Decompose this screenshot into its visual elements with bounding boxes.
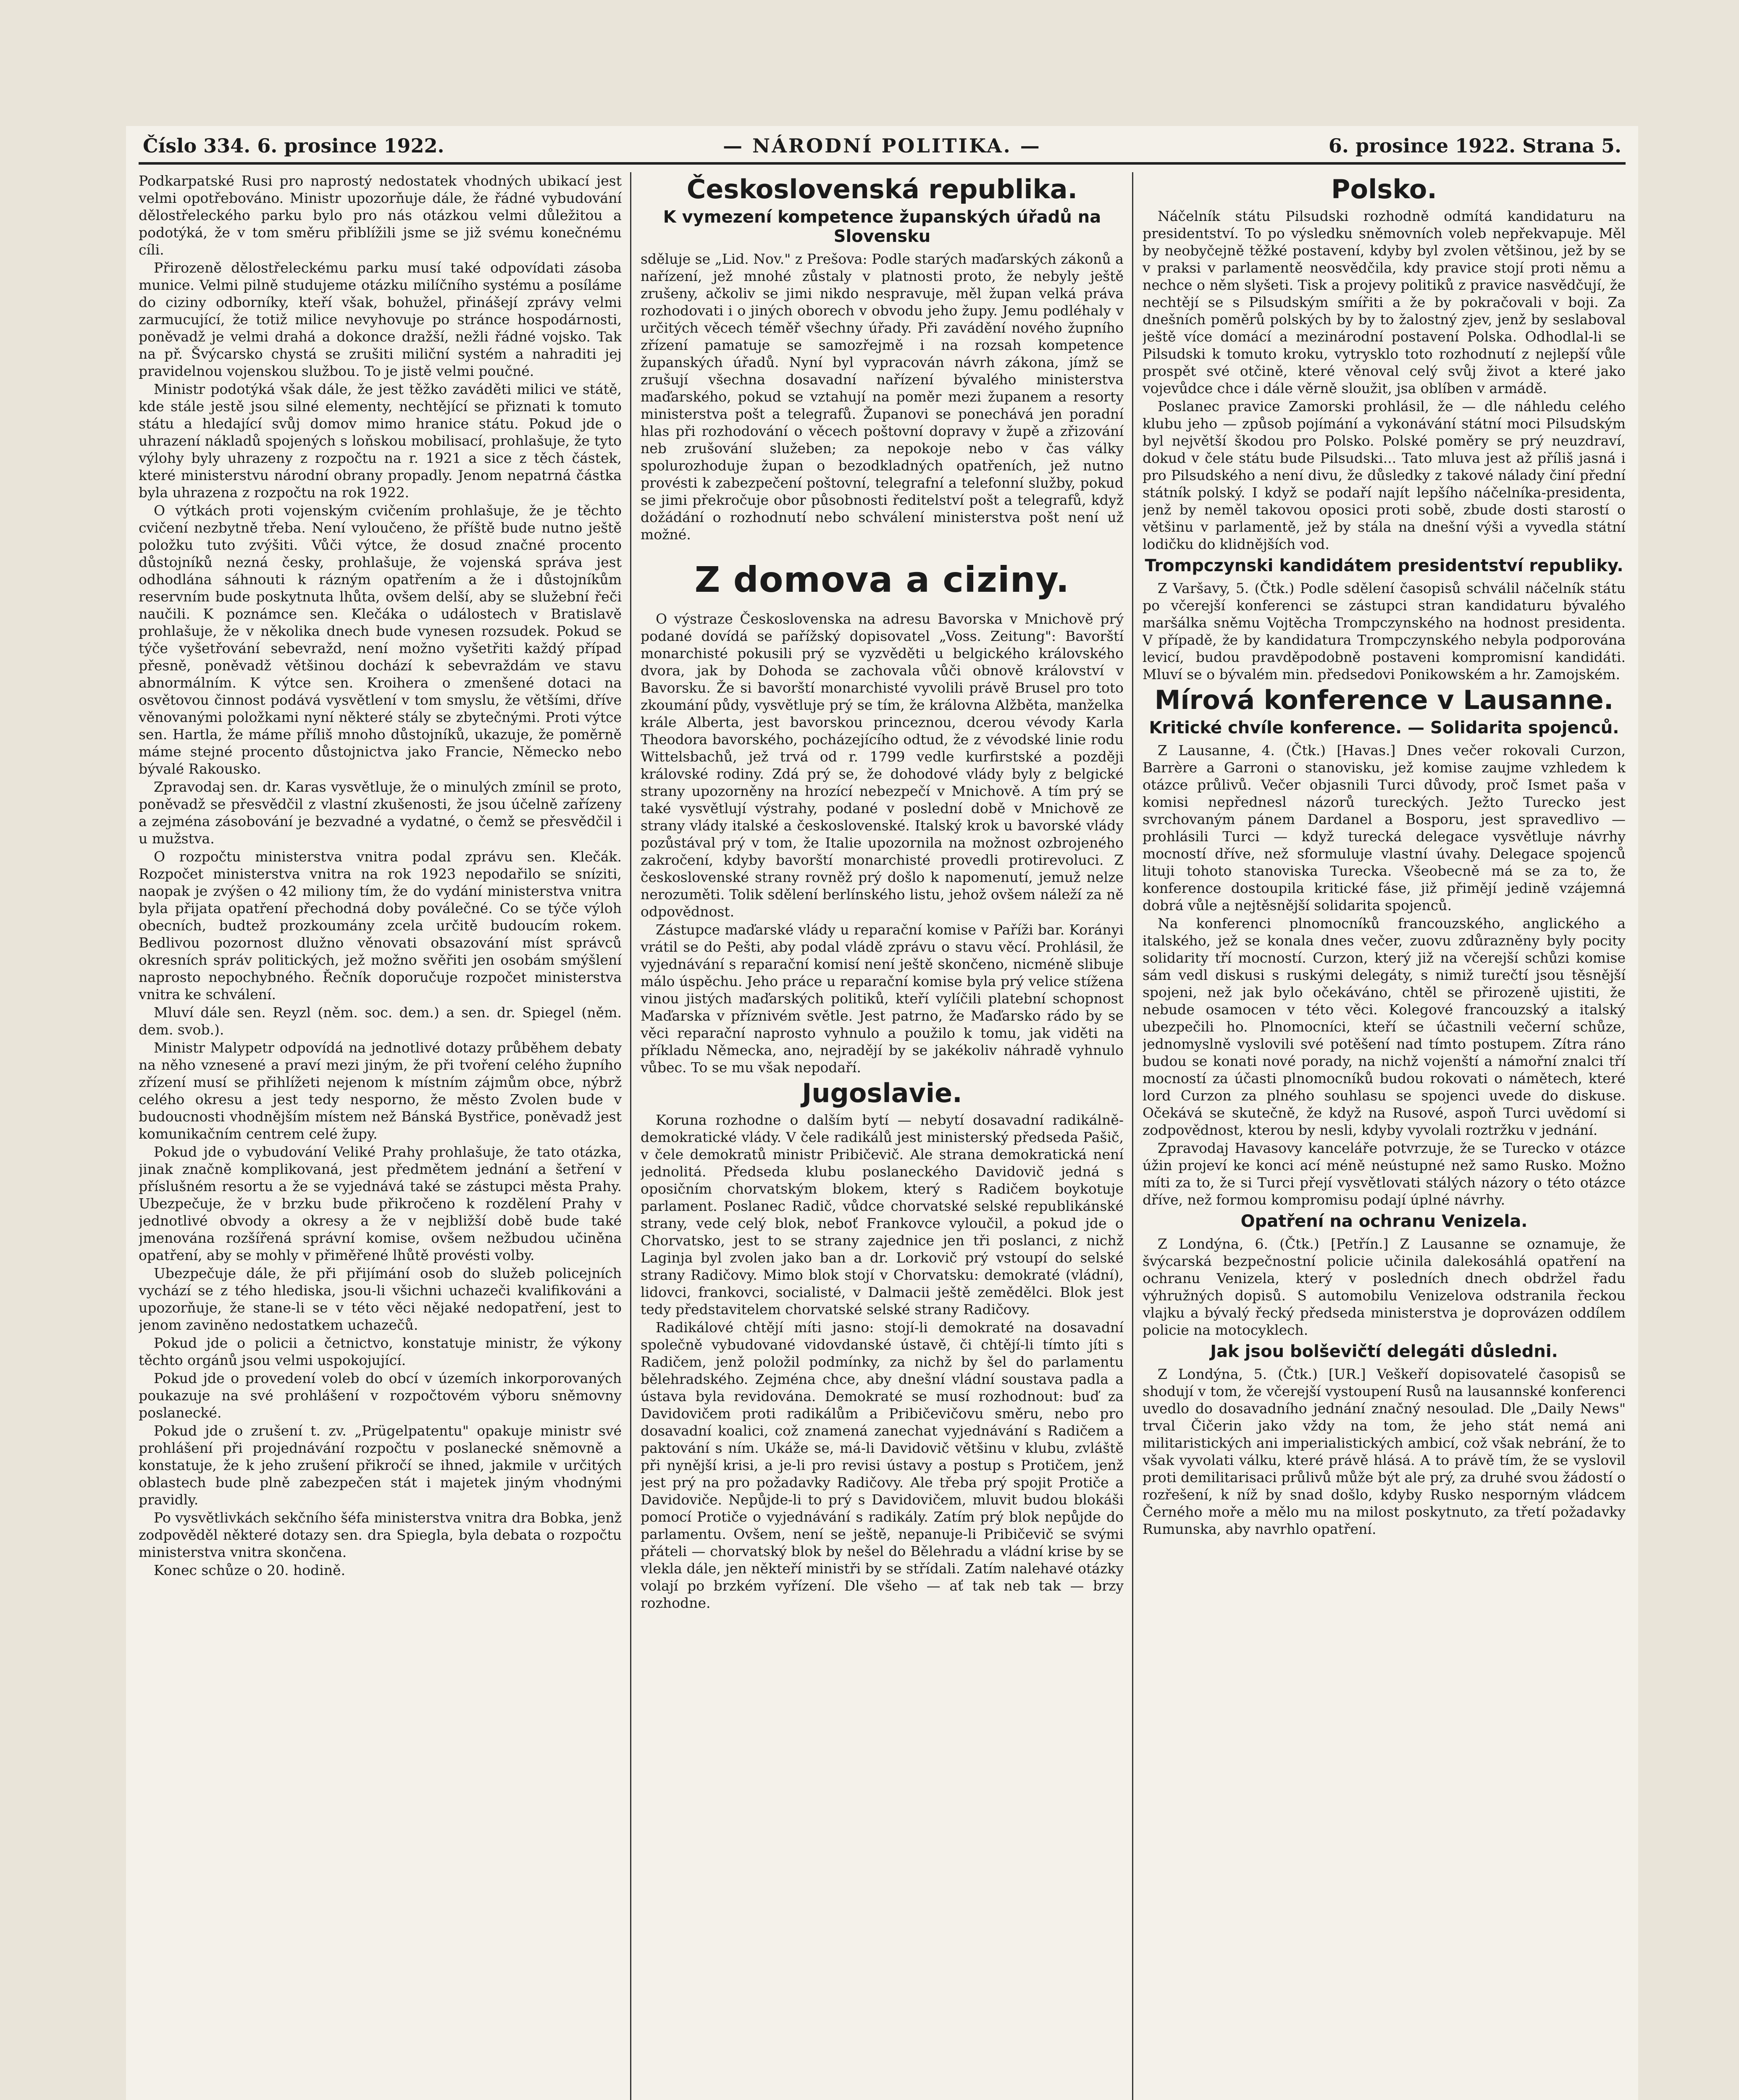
column-divider-1	[630, 172, 631, 2100]
section-title-czechoslovak-republic: Československá republika.	[686, 174, 1078, 205]
section-title-home-and-abroad: Z domova a ciziny.	[694, 559, 1070, 600]
paragraph: Z Londýna, 5. (Čtk.) [UR.] Veškeří dopisovatelé časopisů se shodují v tom, že včerejší vystoupení Rusů na lausannské konferenci uvedlo do dosavadního jednání značný nesoulad. Dle „Daily News" trval Čičerin jako vždy na tom, že jeho stát nemá ani militaristických ani imperialistických ambicí, což však nebrání, že to však vyvolati válku, které právě hlásá. A to právě tím, že se vyslovil proti demilitarisaci průlivů může být ale prý, za druhé svou žádostí o rozřešení, k níž by snad došlo, kdyby Rusko nesporným vládcem Černého moře a mělo mu na milost poskytnuto, za třetí požadavky Rumunska, aby navrhlo opatření.	[1143, 1366, 1626, 1537]
paragraph: Přirozeně dělostřeleckému parku musí také odpovídati zásoba munice. Velmi pilně studujeme otázku milíčního systému a posíláme do ciziny odborníky, kteří však, bohužel, přinášejí zprávy velmi zarmucující, že totiž milice nevyhovuje po stránce hospodárnosti, poněvadž je velmi drahá a dokonce dražší, nežli řádné vojsko. Tak na př. Švýcarsko chystá se zrušiti miliční systém a nahraditi jej pravidelnou vojenskou službou. To je jistě velmi poučné.	[139, 260, 622, 379]
column-1	[139, 172, 622, 2100]
header-rule	[139, 162, 1626, 165]
paragraph: sděluje se „Lid. Nov." z Prešova: Podle starých maďarských zákonů a nařízení, jež mnohé zůstaly v platnosti proto, že nebyly ještě zrušeny, ačkoliv se jimi nikdo nespravuje, měl župan velká práva rozhodovati i o jiných oborech v obvodu jeho župy. Jemu podléhaly v určitých věcech téměř všechny úřady. Při zavádění nového župního zřízení pamatuje se samozřejmě i na rozsah kompetence županských úřadů. Nyní byl vypracován návrh zákona, jímž se zrušují všechna dosavadní nařízení bývalého ministerstva maďarského, pokud se vztahují na poměr mezi županem a resorty ministerstva pošt a telegrafů. Županovi se ponechává jen poradní hlas při rozhodování o věcech poštovní dopravy v župě a zřizování neb zrušování služeben; za nepokoje nebo v čas války spolurozhoduje župan o bezodkladných opatřeních, jež nutno provésti k zabezpečení poštovní, telegrafní a telefonní služby, pokud se jimi překročuje obor působnosti ředitelství pošt a telegrafů, když dožádání o rozhodnutí nebo schválení ministerstva pošt není už možné.	[641, 251, 1124, 543]
newspaper-page	[126, 126, 1638, 2100]
paragraph: Z Varšavy, 5. (Čtk.) Podle sdělení časopisů schválil náčelník státu po včerejší konferenci se zástupci stran kandidaturu bývalého maršálka sněmu Vojtěcha Trompczynského na hodnost presidenta. V případě, že by kandidatura Trompczynského nebyla podporována levicí, budou pravděpodobně postaveni kompromisní kandidáti. Mluví se o bývalém min. předsedovi Ponikowském a hr. Zamojském.	[1143, 580, 1626, 682]
paragraph: Ministr podotýká však dále, že jest těžko zaváděti milici ve státě, kde stále jestě jsou silné elementy, nechtějící se přiznati k tomuto státu a hledající svůj domov mimo hranice státu. Pokud jde o uhrazení nákladů spojených s loňskou mobilisací, prohlašuje, že tyto výlohy byly uhrazeny z rozpočtu na r. 1921 a sice z těch částek, které ministerstvu národní obrany propadly. Jenom nepatrná částka byla uhrazena z rozpočtu na rok 1922.	[139, 381, 622, 501]
paragraph: Náčelník státu Pilsudski rozhodně odmítá kandidaturu na presidentství. To po výsledku sněmovních voleb nepřekvapuje. Měl by neobyčejně těžké postavení, kdyby byl zvolen většinou, jež by se v praksi v parlamentě neosvědčila, kdy pravice stojí proti němu a nechce o něm slyšeti. Tisk a projevy politiků z pravice nasvědčují, že nechtějí se s Pilsudským smířiti a že by pokračovali v boji. Za dnešních poměrů polských by by to žalostný zjev, jenž by seslaboval ještě více domácí a mezinárodní postavení Polska. Odhodlal-li se Pilsudski k tomuto kroku, vytrysklo toto rozhodnutí z nejlepší vůle prospět své otčině, které věnoval celý svůj život a které jako vojevůdce chce i dále věrně sloužit, jsa oblíben v armádě.	[1143, 208, 1626, 396]
paragraph: Pokud jde o zrušení t. zv. „Prügelpatentu" opakuje ministr své prohlášení při projednávání rozpočtu v poslanecké sněmovně a konstatuje, že k jeho zrušení přikročí se ihned, jakmile v určitých oblastech bude plně zabezpečen stát i majetek jiným vhodnými pravidly.	[139, 1423, 622, 1508]
paragraph: Zástupce maďarské vlády u reparační komise v Paříži bar. Korányi vrátil se do Pešti, aby podal vládě zprávu o stavu věcí. Prohlásil, že vyjednávání s reparační komisí není ještě skončeno, nicméně slibuje málo úspěchu. Jeho práce u reparační komise byla prý velice stížena vinou jistých maďarských politiků, kteří vylíčili platební schopnost Maďarska v příznivém světle. Jest patrno, že Maďarsko rádo by se věci reparační naprosto vyhnulo a použilo k tomu, jak viděti na příkladu Německa, ano, nejradějí by se jakékoliv náhradě vyhnulo vůbec. To se mu však nepodaří.	[641, 921, 1124, 1076]
paragraph: Zpravodaj Havasovy kanceláře potvrzuje, že se Turecko v otázce úžin projeví ke konci ací méně neústupné než samo Rusko. Možno míti za to, že si Turci přejí vysvětlovati stálých názory o této otázce dříve, než formou kompromisu podají úplné návrhy.	[1143, 1140, 1626, 1208]
column-3	[1143, 172, 1626, 2100]
page-number: 6. prosince 1922. Strana 5.	[1328, 134, 1621, 157]
section-title-poland: Polsko.	[1331, 174, 1437, 205]
column-divider-2	[1132, 172, 1133, 2100]
section-title-yugoslavia: Jugoslavie.	[802, 1078, 962, 1108]
paragraph: Zpravodaj sen. dr. Karas vysvětluje, že o minulých zmínil se proto, poněvadž se přesvědčil z vlastní zkušenosti, že jsou účelně zařízeny a zejména zásobování je bezvadné a vydatné, o čemž se přesvědčil i u mužstva.	[139, 779, 622, 847]
masthead	[143, 134, 1621, 164]
article-headline: K vymezení kompetence županských úřadů na Slovensku	[663, 207, 1101, 246]
paragraph: Pokud jde o vybudování Veliké Prahy prohlašuje, že tato otázka, jinak značně komplikovaná, jest předmětem jednání a šetření v příslušném resortu a že se vyjednává také se zástupci města Prahy. Ubezpečuje, že v brzku bude přikročeno k rozdělení Prahy v jednotlivé obvody a okresy a že v nejbližší době bude také jmenována rozšířená správní komise, ovšem nežbudou učiněna opatření, aby se mohly v přiměřené lhůtě provésti volby.	[139, 1144, 622, 1263]
article-headline: Opatření na ochranu Venizela.	[1240, 1212, 1528, 1231]
paragraph: Na konferenci plnomocníků francouzského, anglického a italského, jež se konala dnes večer, zuovu zdůrazněny byly pocity solidarity tří mocností. Curzon, který již na včerejší schůzi komise sám vedl diskusi s ruskými delegáty, s nimiž turečtí jsou těsnější spojeni, než jak bylo očekáváno, chtěl se přirozeně ujistiti, že nebude osamocen v této věci. Kolegové francouzský a italský ubezpečili ho. Plnomocníci, kteří se účastnili večerní schůze, jednomyslně vyslovili své potěšení nad tímto postupem. Zítra ráno budou se konati nové porady, na nichž vojenští a námořní znalci tří mocností za účasti plnomocníků budou rokovati o námětech, které lord Curzon za plného souhlasu se spojenci uvede do diskuse. Očekává se skutečně, že když na Rusové, aspoň Turci uvědomí si zodpovědnost, kterou by nesli, kdyby vyvolali roztržku v jednání.	[1143, 915, 1626, 1138]
paragraph: O výtkách proti vojenským cvičením prohlašuje, že je těchto cvičení nezbytně třeba. Není vyloučeno, že příště bude nutno ještě položku tuto zvýšiti. Vůči výtce, že dosud značné procento důstojníků nezná česky, prohlašuje, že vojenská správa jest odhodlána sáhnouti k rázným opatřením a že i důstojníkům reservním bude poskytnuta lhůta, ovšem delší, aby se služební řeči naučili. K poznámce sen. Klečáka o událostech v Bratislavě prohlašuje, že v několika dnech bude vynesen rozsudek. Pokud se týče vyšetřování sebevražd, není možno vyšetřiti každý případ přesně, poněvadž většinou dochází k sebevraždám ve stavu abnormálním. K výtce sen. Kroihera o zmenšené dotaci na osvětovou činnost podává vysvětlení v tom smyslu, že většími, dříve věnovanými položkami nyní některé stály se zbytečnými. Proti výtce sen. Hartla, že máme příliš mnoho důstojníků, ukazuje, že poměrně máme stejné procento důstojnictva jako Francie, Německo nebo bývalé Rakousko.	[139, 502, 622, 777]
section-title-lausanne-conference: Mírová konference v Lausanne.	[1154, 685, 1614, 715]
article-headline: Trompczynski kandidátem presidentství republiky.	[1145, 556, 1623, 575]
paragraph: Koruna rozhodne o dalším bytí — nebytí dosavadní radikálně-demokratické vlády. V čele radikálů jest ministerský předseda Pašič, v čele demokratů ministr Pribičevič. Ale strana demokratická není jednolitá. Předseda klubu poslaneckého Davidovič jedná s oposičním chorvatským blokem, který s Radičem boykotuje parlament. Poslanec Radič, vůdce chorvatské selské republikánské strany, vede celý blok, neboť Frankovce vyloučil, a pokud jde o Chorvatsko, jest to se strany zajednice jen tři poslanci, z nichž Laginja byl zvolen jako ban a dr. Lorkovič prý vstoupí do selské strany Radičovy. Mimo blok stojí v Chorvatsku: demokraté (vládní), lidovci, frankovci, socialisté, v Dalmacii ještě zemědělci. Blok jest tedy představitelem chorvatské selské strany Radičovy.	[641, 1112, 1124, 1318]
paragraph: Mluví dále sen. Reyzl (něm. soc. dem.) a sen. dr. Spiegel (něm. dem. svob.).	[139, 1004, 622, 1038]
column-2	[641, 172, 1124, 2100]
paragraph: Radikálové chtějí míti jasno: stojí-li demokraté na dosavadní společně vybudované vidovdanské ústavě, či chtějí-li tímto jíti s Radičem, jenž položil podmínky, za nichž by šel do parlamentu bělehradského. Zejména chce, aby dnešní vládní soustava padla a ústava byla revidována. Demokraté se musí rozhodnout: buď za Davidovičem proti radikálům a Pribičevičovu směru, nebo pro dosavadní koalici, což znamená zanechat vyjednávání s Radičem a paktování s ním. Ukáže se, má-li Davidovič většinu v klubu, zvláště při nynější krisi, a je-li pro revisi ústavy a postup s Protičem, jenž jest prý na pro požadavky Radičovy. Ale třeba prý spojit Protiče a Davidoviče. Nepůjde-li to prý s Davidovičem, mluvit budou blokáši pomocí Protiče o vyjednávání s radikály. Zatím prý blok nepůjde do parlamentu. Ovšem, není se ještě, nepanuje-li Pribičevič se svými přáteli — chorvatský blok by nešel do Bělehradu a vládní krise by se vlekla dále, jen někteří ministři by se střídali. Zatím nalehavé otázky volají po brzkém vyřízení. Dle všeho — ať tak neb tak — brzy rozhodne.	[641, 1319, 1124, 1611]
paragraph: O rozpočtu ministerstva vnitra podal zprávu sen. Klečák. Rozpočet ministerstva vnitra na rok 1923 nepodařilo se sníziti, naopak je zvýšen o 42 miliony tím, že do vydání ministerstva vnitra byla přijata opatření přechodná doby poválečné. Co se týče výloh obecních, budtež prozkoumány zcela určitě budoucím rokem. Bedlivou pozornost dlužno věnovati obsazování míst správců okresních správ politických, jež možno svěřiti jen osobám smýšlení naprosto nepochybného. Řečník doporučuje rozpočet ministerstva vnitra ke schválení.	[139, 848, 622, 1003]
article-headline: Jak jsou bolševičtí delegáti důsledni.	[1210, 1342, 1558, 1361]
newspaper-title: — NÁRODNÍ POLITIKA. —	[723, 134, 1041, 157]
article-headline: Kritické chvíle konference. — Solidarita spojenců.	[1149, 718, 1619, 738]
paragraph: Podkarpatské Rusi pro naprostý nedostatek vhodných ubikací jest velmi opotřebováno. Ministr upozorňuje dále, že řádné vybudování dělostřeleckého parku bylo pro nás otázkou velmi důležitou a podotýká, že v tom směru přiblížili jsme se již svému konečnému cíli.	[139, 173, 622, 258]
paragraph: Po vysvětlivkách sekčního šéfa ministerstva vnitra dra Bobka, jenž zodpověděl některé dotazy sen. dra Spiegla, byla debata o rozpočtu ministerstva vnitra skončena.	[139, 1509, 622, 1560]
paragraph: Pokud jde o provedení voleb do obcí v územích inkorporovaných poukazuje na své prohlášení v rozpočtovém výboru sněmovny poslanecké.	[139, 1370, 622, 1421]
paragraph: O výstraze Československa na adresu Bavorska v Mnichově prý podané dovídá se pařížský dopisovatel „Voss. Zeitung": Bavorští monarchisté pokusili prý se vyzvěděti u belgického královského dvora, jak by Dohoda se zachovala vůči obnově království v Bavorsku. Že si bavorští monarchisté vyvolili právě Brusel pro toto zkoumání půdy, vysvětluje prý se tím, že královna Alžběta, manželka krále Alberta, jest bavorskou princeznou, dcerou vévody Karla Theodora bavorského, pocházejícího odtud, že z vévodské linie rodu Wittelsbachů, jež trvá od r. 1799 vedle kurfirstské a později královské rodiny. Zdá prý se, že dohodové vlády byly z belgické strany upozorněny na hrozící nebezpečí v Mnichově. A tím prý se také vysvětlují výstrahy, podané v poslední době v Mnichově ze strany vlády italské a československé. Italský krok u bavorské vlády pozůstával prý v tom, že Italie upozornila na možnost ozbrojeného zakročení, kdyby bavorští monarchisté provedli protirevoluci. Z československé strany rovněž prý došlo k napomenutí, jemuž nelze nerozuměti. Tolik sdělení berlínského listu, jehož ovšem náleží za ně odpovědnost.	[641, 611, 1124, 920]
paragraph: Pokud jde o policii a četnictvo, konstatuje ministr, že výkony těchto orgánů jsou velmi uspokojující.	[139, 1335, 622, 1368]
issue-number: Číslo 334. 6. prosince 1922.	[143, 134, 444, 157]
paragraph: Ubezpečuje dále, že při přijímání osob do služeb policejních vychází se z tého hlediska, jsou-li všichni uchazeči kvalifikováni a upozorňuje, že stane-li se v této věci nějaké nedopatření, jest to jenom zaviněno nedostatkem uchazečů.	[139, 1265, 622, 1333]
paragraph: Ministr Malypetr odpovídá na jednotlivé dotazy průběhem debaty na něho vznesené a praví mezi jiným, že při tvoření celého župního zřízení musí se přihlížeti nejenom k místním zájmům obce, nýbrž celého okresu a jest tedy nesporno, že město Zvolen bude v budoucnosti vhodnějším místem než Bánská Bystřice, poněvadž jest komunikačním centrem celé župy.	[139, 1040, 622, 1142]
paragraph: Konec schůze o 20. hodině.	[154, 1562, 346, 1578]
paragraph: Poslanec pravice Zamorski prohlásil, že — dle náhledu celého klubu jeho — způsob pojímání a vykonávání státní moci Pilsudským byl největší škodou pro Polsko. Polské poměry se prý neuzdraví, dokud v čele státu bude Pilsudski... Tato mluva jest až příliš jasná i pro Pilsudského a není divu, že důsledky z takové nálady činí přední státník polský. I když se podaří najít lepšího náčelníka-presidenta, jenž by neměl takovou oposici proti sobě, zbude dosti starostí o většinu v parlamentě, jež by stála na dnešní výši a vyvedla státní lodičku do klidnějších vod.	[1143, 398, 1626, 552]
paragraph: Z Lausanne, 4. (Čtk.) [Havas.] Dnes večer rokovali Curzon, Barrère a Garroni o stanovisku, jež komise zaujme vzhledem k otázce průlivů. Večer objasnili Turci důvody, proč Ismet paša v komisi nepřednesl názorů tureckých. Ježto Turecko jest svrchovaným pánem Dardanel a Bosporu, jest spravedlivo — prohlásili Turci — když turecká delegace vysvětluje návrhy mocností dříve, než sformuluje vlastní úvahy. Delegace spojenců lituji tohoto stanoviska Turecka. Všeobecně má se za to, že konference dostoupila kritické fáse, již přimějí jedině vzájemná dobrá vůle a nejtěsnější solidarita spojenců.	[1143, 742, 1626, 914]
paragraph: Z Londýna, 6. (Čtk.) [Petřín.] Z Lausanne se oznamuje, že švýcarská bezpečnostní policie učinila dalekosáhlá opatření na ochranu Venizela, který v posledních dnech obdržel řadu výhružných dopisů. S automobilu Venizelova odstranila řeckou vlajku a bývalý řecký předseda ministerstva je doprovázen oddílem policie na motocyklech.	[1143, 1236, 1626, 1338]
